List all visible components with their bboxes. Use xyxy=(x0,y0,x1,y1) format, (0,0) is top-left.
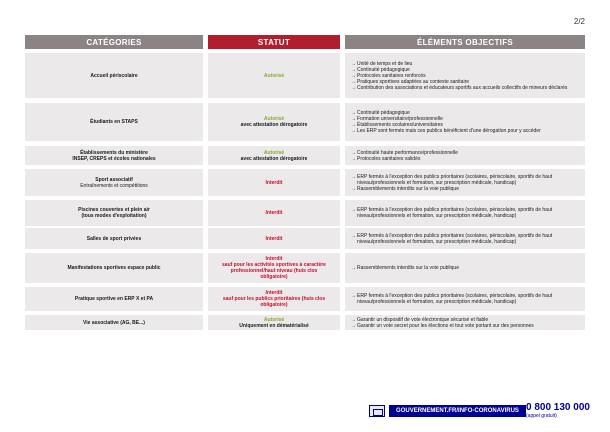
elements-cell xyxy=(345,169,585,196)
status-note: sauf pour les publics prioritaires (huis clos obligatoire) xyxy=(222,296,326,308)
category-label: Sport associatif xyxy=(95,176,133,183)
element-text: Garantir un vote secret pour les élections et tout vote portant sur des personnes xyxy=(357,322,534,329)
element-text: ERP fermés à l'exception des publics prioritaires (scolaires, périscolaire, sportifs de haut niveau/professionnels et formation, sur prescription médicale, handicap) xyxy=(357,293,553,305)
status-badge: Autorisé xyxy=(263,72,285,79)
category-cell xyxy=(25,103,203,141)
arrow-right-icon: → xyxy=(351,322,356,329)
status-badge: Interdit xyxy=(265,235,283,242)
arrow-right-icon: → xyxy=(351,110,356,116)
element-text: Protocoles sanitaires renforcés xyxy=(357,72,426,79)
category-label: Salles de sport privées xyxy=(86,235,142,242)
category-label: (tous modes d'exploitation) xyxy=(81,213,147,219)
list-item xyxy=(351,233,579,245)
category-cell xyxy=(25,146,203,165)
elements-cell xyxy=(345,200,585,226)
phone-number[interactable]: 0 800 130 000 xyxy=(526,402,590,413)
category-label: Piscines couvertes et plein air xyxy=(78,207,150,213)
category-label: Vie associative (AG, BE...) xyxy=(83,319,145,326)
status-note: sauf pour les activités sportives à caractère professionnel/haut niveau (huis clos obligatoire) xyxy=(222,262,326,280)
arrow-right-icon: → xyxy=(351,60,356,67)
category-label: Entraînements et compétitions xyxy=(80,182,148,189)
category-label: Accueil périscolaire xyxy=(90,72,138,79)
status-badge: Interdit xyxy=(265,179,283,186)
element-text: ERP fermés à l'exception des publics prioritaires (scolaires, périscolaire, sportifs de haut niveau/professionnels et formation, sur prescription médicale, handicap) xyxy=(357,207,553,219)
list-item xyxy=(351,186,459,192)
element-text: Protocoles sanitaires validés xyxy=(357,155,421,162)
arrow-right-icon: → xyxy=(351,66,356,73)
arrow-right-icon: → xyxy=(351,293,356,299)
arrow-right-icon: → xyxy=(351,84,356,91)
status-note: avec attestation dérogatoire xyxy=(240,155,308,162)
status-badge: Autorisé xyxy=(263,316,285,323)
status-badge: Autorisé xyxy=(263,149,285,156)
list-item xyxy=(351,207,579,219)
element-text: Établissements scolaires/universitaires xyxy=(357,122,443,128)
status-cell xyxy=(208,315,340,330)
element-text: Les ERP sont fermés mais ces publics bénéficient d'une dérogation pour y accéder xyxy=(357,128,541,134)
arrow-right-icon: → xyxy=(351,185,356,192)
elements-cell xyxy=(345,228,585,249)
category-label: INSEP, CREPS et écoles nationales xyxy=(72,155,156,162)
header-statut: STATUT xyxy=(208,35,340,49)
status-badge: Interdit xyxy=(265,256,283,262)
category-cell xyxy=(25,287,203,311)
status-note: avec attestation dérogatoire xyxy=(240,122,308,128)
status-cell xyxy=(208,103,340,141)
status-cell xyxy=(208,287,340,311)
element-text: Unité de temps et de lieu xyxy=(357,60,413,67)
footer xyxy=(369,405,526,417)
status-cell xyxy=(208,169,340,196)
arrow-right-icon: → xyxy=(351,207,356,213)
arrow-right-icon: → xyxy=(351,72,356,79)
status-cell xyxy=(208,253,340,283)
phone-block xyxy=(526,402,590,419)
list-item xyxy=(351,293,579,305)
elements-cell xyxy=(345,315,585,330)
element-text: Rassemblements interdits sur la voie publique xyxy=(357,185,459,192)
elements-cell xyxy=(345,103,585,141)
list-item xyxy=(351,156,420,162)
arrow-right-icon: → xyxy=(351,265,356,271)
arrow-right-icon: → xyxy=(351,128,356,134)
category-cell xyxy=(25,315,203,330)
category-cell xyxy=(25,253,203,283)
french-government-icon xyxy=(369,405,385,417)
element-text: Formation universitaire/professionnelle xyxy=(357,116,443,122)
category-cell xyxy=(25,53,203,98)
arrow-right-icon: → xyxy=(351,173,356,180)
category-label: Établissements du ministère xyxy=(80,149,148,156)
element-text: Continuité haute performance/professionnelle xyxy=(357,149,458,156)
elements-cell xyxy=(345,146,585,165)
arrow-right-icon: → xyxy=(351,232,356,239)
element-text: Pratiques sportives adaptées au contexte sanitaire xyxy=(357,78,470,85)
element-text: Continuité pédagogique xyxy=(357,110,410,116)
category-label: Étudiants en STAPS xyxy=(90,119,138,125)
header-categories: CATÉGORIES xyxy=(25,35,203,49)
arrow-right-icon: → xyxy=(351,155,356,162)
page-number: 2/2 xyxy=(573,17,585,26)
list-item xyxy=(351,265,459,271)
list-item xyxy=(351,85,567,91)
element-text: Garantir un dispositif de vote électronique sécurisé et fiable xyxy=(357,316,489,323)
list-item xyxy=(351,323,534,329)
status-note: Uniquement en dématérialisé xyxy=(239,322,309,329)
category-cell xyxy=(25,169,203,196)
status-cell xyxy=(208,228,340,249)
status-badge: Interdit xyxy=(265,210,283,216)
status-cell xyxy=(208,146,340,165)
status-cell xyxy=(208,200,340,226)
arrow-right-icon: → xyxy=(351,122,356,128)
elements-cell xyxy=(345,53,585,98)
category-cell xyxy=(25,228,203,249)
status-badge: Autorisé xyxy=(263,116,285,122)
element-text: ERP fermés à l'exception des publics prioritaires (scolaires, périscolaire, sportifs de haut niveau/professionnels et formation, sur prescription médicale, handicap) xyxy=(357,173,553,186)
status-badge: Interdit xyxy=(265,290,283,296)
status-cell xyxy=(208,53,340,98)
phone-note: (appel gratuit) xyxy=(526,413,557,419)
element-text: ERP fermés à l'exception des publics prioritaires (scolaires, périscolaire, sportifs de haut niveau/professionnels et formation, sur prescription médicale, handicap) xyxy=(357,232,553,245)
elements-cell xyxy=(345,253,585,283)
info-coronavirus-link[interactable]: GOUVERNEMENT.FR/INFO-CORONAVIRUS xyxy=(389,405,526,417)
list-item xyxy=(351,128,541,134)
category-cell xyxy=(25,200,203,226)
category-label: Pratique sportive en ERP X et PA xyxy=(74,296,154,302)
element-text: Contribution des associations et éducateurs sportifs aux accueils collectifs de mineurs déclarés xyxy=(357,84,568,91)
arrow-right-icon: → xyxy=(351,116,356,122)
elements-cell xyxy=(345,287,585,311)
list-item xyxy=(351,174,579,186)
element-text: Continuité pédagogique xyxy=(357,66,410,73)
arrow-right-icon: → xyxy=(351,316,356,323)
arrow-right-icon: → xyxy=(351,149,356,156)
category-label: Manifestations sportives espace public xyxy=(67,265,161,271)
element-text: Rassemblements interdits sur la voie publique xyxy=(357,265,459,271)
header-elements: ÉLÉMENTS OBJECTIFS xyxy=(345,35,585,49)
arrow-right-icon: → xyxy=(351,78,356,85)
